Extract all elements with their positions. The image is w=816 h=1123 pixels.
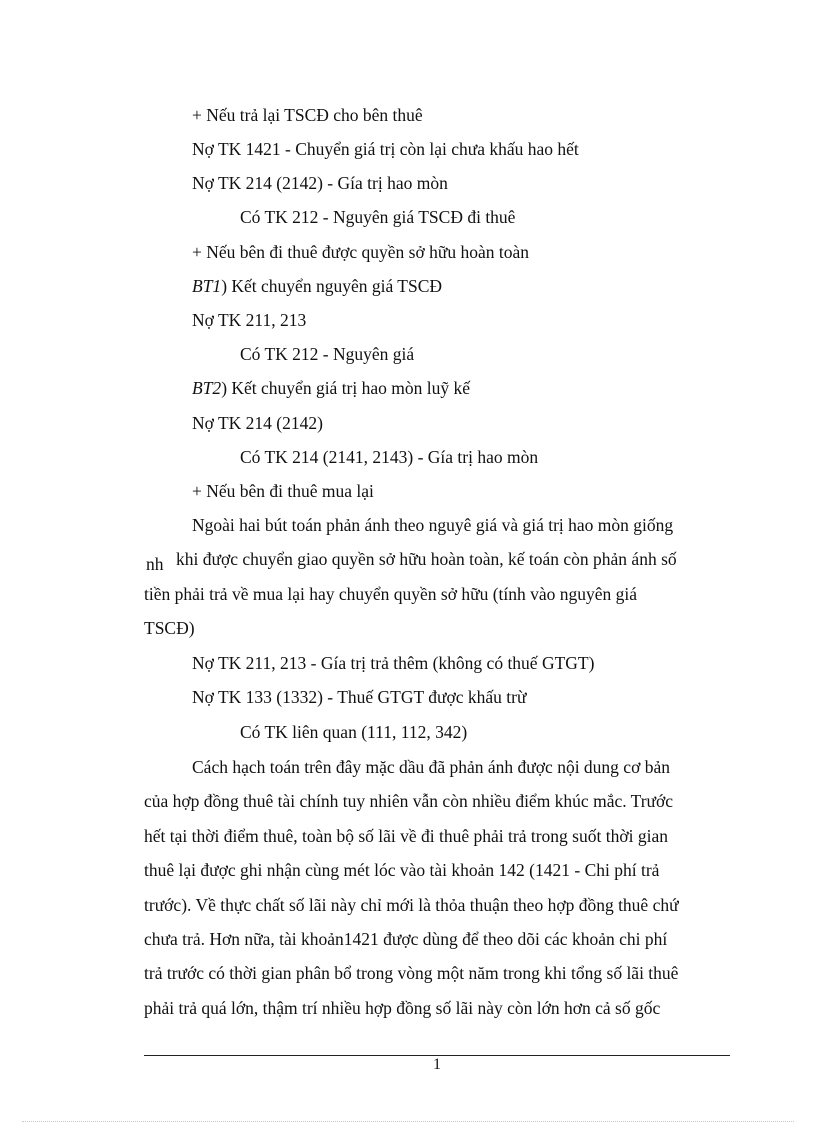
text-line: Nợ TK 1421 - Chuyển giá trị còn lại chưa khấu hao hết	[192, 139, 579, 159]
paragraph-line: TSCĐ)	[144, 618, 195, 638]
text-line: Có TK 212 - Nguyên giá	[240, 344, 415, 364]
entry-text: ) Kết chuyển nguyên giá TSCĐ	[221, 276, 443, 296]
text-line: + Nếu bên đi thuê mua lại	[192, 481, 374, 501]
text-line: + Nếu bên đi thuê được quyền sở hữu hoàn toàn	[192, 242, 530, 262]
text-line: Nợ TK 133 (1332) - Thuế GTGT được khấu trừ	[192, 687, 527, 707]
text-line: Có TK 212 - Nguyên giá TSCĐ đi thuê	[240, 207, 516, 227]
paragraph-fragment: nh	[146, 554, 164, 574]
text-line: Nợ TK 211, 213 - Gía trị trả thêm (không có thuế GTGT)	[192, 653, 595, 673]
paragraph-line: phải trả quá lớn, thậm trí nhiều hợp đồng số lãi này còn lớn hơn cả số gốc	[144, 998, 661, 1018]
paragraph-line: hết tại thời điểm thuê, toàn bộ số lãi về đi thuê phải trả trong suốt thời gian	[144, 826, 668, 846]
paragraph-line: trước). Về thực chất số lãi này chỉ mới là thỏa thuận theo hợp đồng thuê chứ	[144, 895, 679, 915]
entry-label: BT1	[192, 276, 222, 296]
paragraph-line: của hợp đồng thuê tài chính tuy nhiên vẫn còn nhiều điểm khúc mắc. Trước	[144, 791, 674, 811]
text-line	[192, 377, 470, 399]
paragraph-line: Cách hạch toán trên đây mặc dầu đã phản ánh được nội dung cơ bản	[192, 757, 670, 777]
text-line: Có TK 214 (2141, 2143) - Gía trị hao mòn	[240, 447, 539, 467]
paragraph-line: thuê lại được ghi nhận cùng mét lóc vào tài khoản 142 (1421 - Chi phí trả	[144, 860, 660, 880]
entry-text: ) Kết chuyển giá trị hao mòn luỹ kế	[221, 378, 471, 398]
text-line: Có TK liên quan (111, 112, 342)	[240, 722, 468, 742]
page-number: 1	[433, 1056, 441, 1073]
paragraph-line: chưa trả. Hơn nữa, tài khoản1421 được dùng để theo dõi các khoản chi phí	[144, 929, 668, 949]
paragraph-line: khi được chuyển giao quyền sở hữu hoàn toàn, kế toán còn phản ánh số	[176, 549, 677, 569]
text-line: + Nếu trả lại TSCĐ cho bên thuê	[192, 105, 423, 125]
text-line: Nợ TK 211, 213	[192, 310, 307, 330]
text-line: Nợ TK 214 (2142)	[192, 413, 323, 433]
text-line	[192, 275, 442, 297]
paragraph-line: trả trước có thời gian phân bổ trong vòng một năm trong khi tổng số lãi thuê	[144, 963, 679, 983]
entry-label: BT2	[192, 378, 222, 398]
paragraph-line: tiền phải trả về mua lại hay chuyển quyền sở hữu (tính vào nguyên giá	[144, 584, 638, 604]
paragraph-line: Ngoài hai bút toán phản ánh theo nguyê giá và giá trị hao mòn giống	[192, 515, 674, 535]
text-line: Nợ TK 214 (2142) - Gía trị hao mòn	[192, 173, 448, 193]
page-boundary	[22, 1121, 794, 1122]
